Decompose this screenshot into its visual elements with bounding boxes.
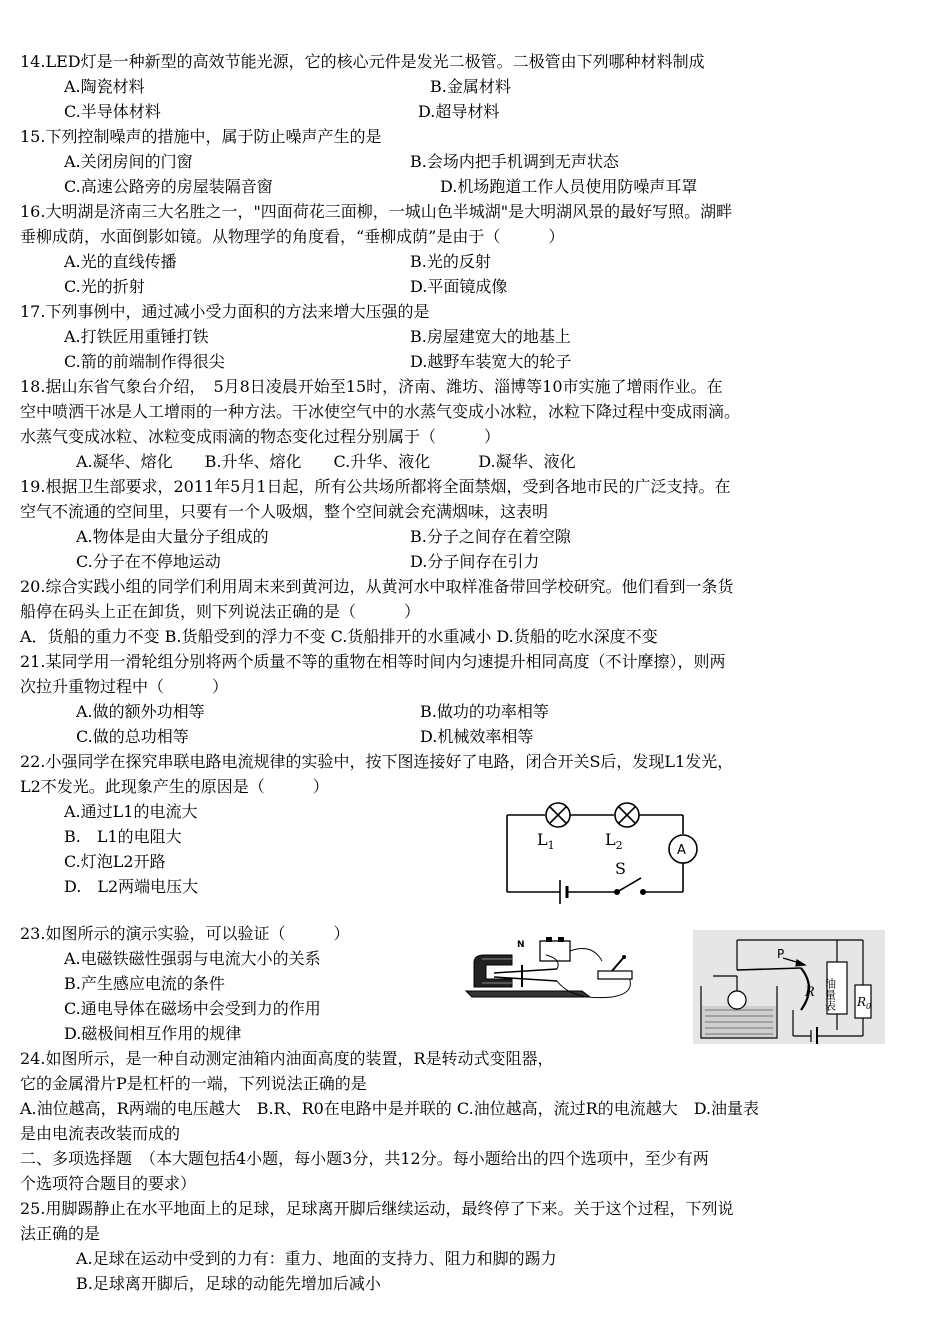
q17-stem: 17.下列事例中，通过减小受力面积的方法来增大压强的是 — [20, 302, 430, 321]
q15-option-b: B.会场内把手机调到无声状态 — [410, 152, 619, 171]
l1-label: $L_1$ — [537, 830, 555, 852]
oil-gauge-diagram — [693, 930, 885, 1044]
q17-option-b: B.房屋建宽大的地基上 — [410, 327, 571, 346]
q21-option-d: D.机械效率相等 — [420, 727, 534, 746]
q22-option-d: D. L2两端电压大 — [64, 877, 199, 896]
section2-heading-line1: 二、多项选择题 （本大题包括4小题，每小题3分，共12分。每小题给出的四个选项中，至少有两 — [20, 1149, 709, 1168]
q16-option-c: C.光的折射 — [64, 277, 145, 296]
l2-label: $L_2$ — [605, 830, 623, 852]
q19-option-c: C.分子在不停地运动 — [76, 552, 221, 571]
q24-stem-line1: 24.如图所示，是一种自动测定油箱内油面高度的装置，R是转动式变阻器， — [20, 1049, 554, 1068]
q15-option-a: A.关闭房间的门窗 — [64, 152, 193, 171]
float-icon — [728, 991, 746, 1009]
q16-option-d: D.平面镜成像 — [410, 277, 508, 296]
q16-stem-line1: 16.大明湖是济南三大名胜之一，"四面荷花三面柳，一城山色半城湖"是大明湖风景的最好写照。湖畔 — [20, 202, 733, 221]
q19-option-b: B.分子之间存在着空隙 — [410, 527, 571, 546]
q20-options: A．货船的重力不变 B.货船受到的浮力不变 C.货船排开的水重减小 D.货船的吃水深度不变 — [20, 627, 658, 646]
switch-label: S — [615, 859, 626, 878]
q23-option-b: B.产生感应电流的条件 — [64, 974, 225, 993]
q15-stem: 15.下列控制噪声的措施中，属于防止噪声产生的是 — [20, 127, 382, 146]
q22-stem-line2: L2不发光。此现象产生的原因是（ ） — [20, 777, 329, 796]
q19-option-a: A.物体是由大量分子组成的 — [76, 527, 269, 546]
q25-stem-line2: 法正确的是 — [20, 1224, 101, 1243]
q14-option-b: B.金属材料 — [430, 77, 511, 96]
q17-option-c: C.箭的前端制作得很尖 — [64, 352, 225, 371]
q22-option-c: C.灯泡L2开路 — [64, 852, 166, 871]
magnet-experiment-figure — [462, 935, 642, 1005]
q14-stem: 14.LED灯是一种新型的高效节能光源，它的核心元件是发光二极管。二极管由下列哪种材料制成 — [20, 52, 705, 71]
q16-stem-line2: 垂柳成荫，水面倒影如镜。从物理学的角度看，“垂柳成荫”是由于（ ） — [20, 227, 565, 246]
q14-option-d: D.超导材料 — [418, 102, 500, 121]
oil-meter-label: 油量表 — [823, 978, 837, 1011]
q21-option-a: A.做的额外功相等 — [76, 702, 205, 721]
q21-option-c: C.做的总功相等 — [76, 727, 189, 746]
q21-option-b: B.做功的功率相等 — [420, 702, 549, 721]
q22-option-b: B. L1的电阻大 — [64, 827, 182, 846]
q25-option-a: A.足球在运动中受到的力有：重力、地面的支持力、阻力和脚的踢力 — [76, 1249, 557, 1268]
switch-icon — [617, 878, 641, 892]
q20-stem-line2: 船停在码头上正在卸货，则下列说法正确的是（ ） — [20, 602, 421, 621]
q25-stem-line1: 25.用脚踢静止在水平地面上的足球，足球离开脚后继续运动，最终停了下来。关于这个过程，下列说 — [20, 1199, 734, 1218]
q22-option-a: A.通过L1的电流大 — [64, 802, 198, 821]
section2-heading-line2: 个选项符合题目的要求） — [20, 1174, 197, 1193]
q14-option-a: A.陶瓷材料 — [64, 77, 145, 96]
series-circuit-diagram — [495, 790, 725, 905]
q17-option-a: A.打铁匠用重锤打铁 — [64, 327, 209, 346]
q20-stem-line1: 20.综合实践小组的同学们利用周末来到黄河边，从黄河水中取样准备带回学校研究。他们看到一条货 — [20, 577, 734, 596]
q25-option-b: B.足球离开脚后，足球的动能先增加后减小 — [76, 1274, 381, 1293]
q23-option-c: C.通电导体在磁场中会受到力的作用 — [64, 999, 321, 1018]
q15-option-d: D.机场跑道工作人员使用防噪声耳罩 — [440, 177, 698, 196]
q18-stem-line2: 空中喷洒干冰是人工增雨的一种方法。干冰使空气中的水蒸气变成小冰粒，冰粒下降过程中变成雨滴。 — [20, 402, 741, 421]
q23-option-a: A.电磁铁磁性强弱与电流大小的关系 — [64, 949, 321, 968]
q18-options: A.凝华、熔化 B.升华、熔化 C.升华、液化 D.凝华、液化 — [76, 452, 576, 471]
resistor-r-label: R — [805, 985, 815, 1000]
q19-option-d: D.分子间存在引力 — [410, 552, 540, 571]
q16-option-a: A.光的直线传播 — [64, 252, 177, 271]
q16-option-b: B.光的反射 — [410, 252, 491, 271]
q24-options-line1: A.油位越高，R两端的电压越大 B.R、R0在电路中是并联的 C.油位越高，流过R的电流越大 D.油量表 — [20, 1099, 760, 1118]
q22-stem-line1: 22.小强同学在探究串联电路电流规律的实验中，按下图连接好了电路，闭合开关S后，发现L1发光， — [20, 752, 734, 771]
q17-option-d: D.越野车装宽大的轮子 — [410, 352, 572, 371]
knife-switch-icon — [598, 971, 632, 979]
q23-stem: 23.如图所示的演示实验，可以验证（ ） — [20, 924, 350, 943]
q19-stem-line1: 19.根据卫生部要求，2011年5月1日起，所有公共场所都将全面禁烟，受到各地市民的广泛支持。在 — [20, 477, 731, 496]
q18-stem-line1: 18.据山东省气象台介绍， 5月8日凌晨开始至15时，济南、潍坊、淄博等10市实施了增雨作业。在 — [20, 377, 723, 396]
q21-stem-line2: 次拉升重物过程中（ ） — [20, 677, 229, 696]
q24-stem-line2: 它的金属滑片P是杠杆的一端，下列说法正确的是 — [20, 1074, 367, 1093]
q24-options-line2: 是由电流表改装而成的 — [20, 1124, 181, 1143]
r0-label: $R_0$ — [857, 995, 872, 1011]
q19-stem-line2: 空气不流通的空间里，只要有一个人吸烟，整个空间就会充满烟味，这表明 — [20, 502, 549, 521]
power-supply-icon — [540, 941, 570, 961]
q14-option-c: C.半导体材料 — [64, 102, 161, 121]
ammeter-label: A — [677, 843, 686, 858]
magnet-n-label: N — [517, 940, 525, 950]
q23-option-d: D.磁极间相互作用的规律 — [64, 1024, 242, 1043]
q15-option-c: C.高速公路旁的房屋装隔音窗 — [64, 177, 273, 196]
q21-stem-line1: 21.某同学用一滑轮组分别将两个质量不等的重物在相等时间内匀速提升相同高度（不计摩擦），则两 — [20, 652, 726, 671]
slider-p-label: P — [777, 947, 785, 961]
q18-stem-line3: 水蒸气变成冰粒、冰粒变成雨滴的物态变化过程分别属于（ ） — [20, 427, 501, 446]
